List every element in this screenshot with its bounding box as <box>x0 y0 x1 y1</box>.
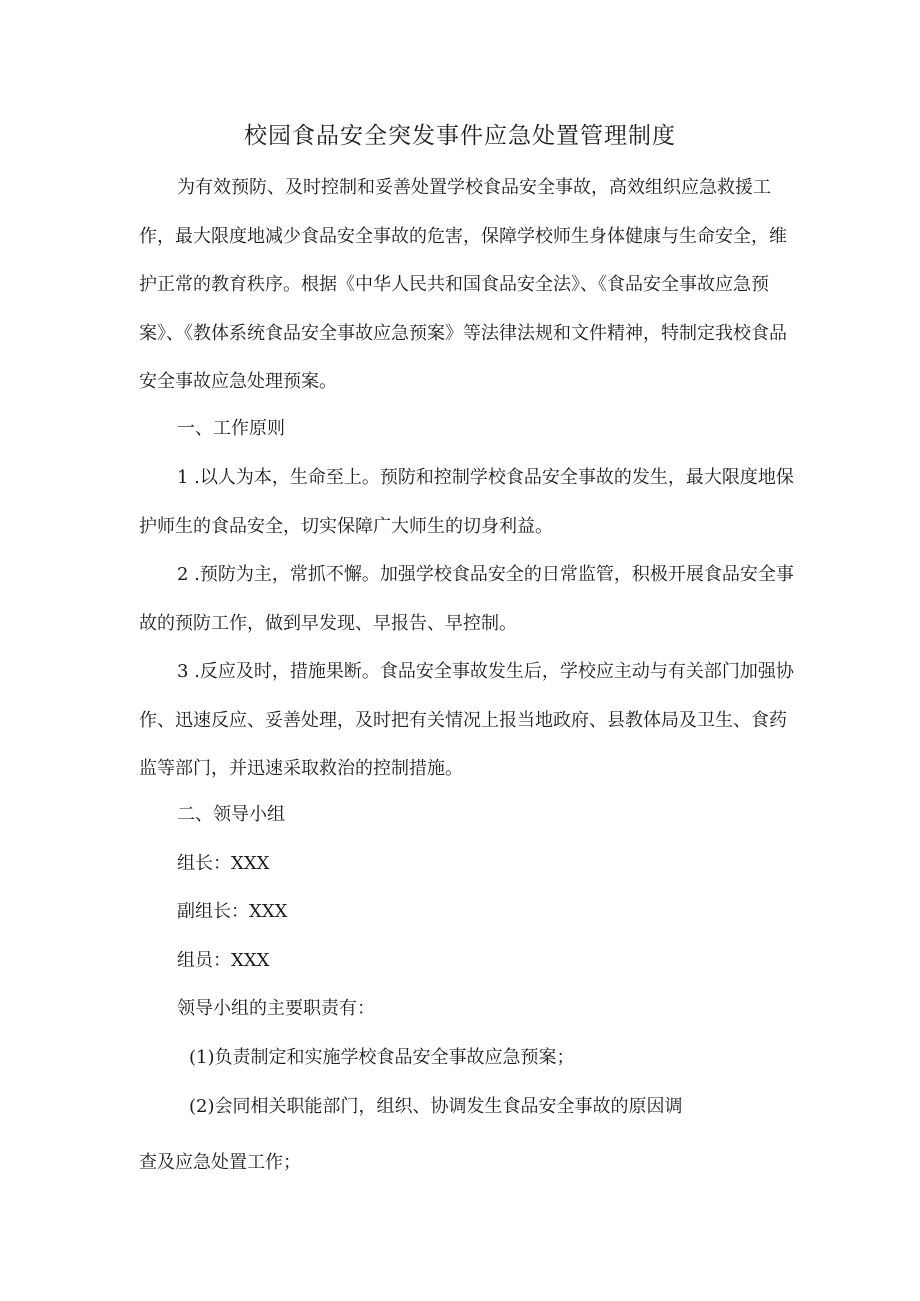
section-heading-principles: 一、工作原则 <box>177 418 285 439</box>
principle-1: 1 .以人为本，生命至上。预防和控制学校食品安全事故的发生，最大限度地保护师生的食品安全，切实保障广大师生的切身利益。 <box>139 467 794 537</box>
leader-line: 组长：XXX <box>177 853 270 874</box>
duty-2-line-2: 查及应急处置工作； <box>139 1152 301 1173</box>
deputy-leader-line: 副组长：XXX <box>177 901 288 922</box>
principle-3: 3 .反应及时，措施果断。食品安全事故发生后，学校应主动与有关部门加强协作、迅速反应、妥善处理，及时把有关情况上报当地政府、县教体局及卫生、食药监等部门，并迅速采取救治的控制措施。 <box>139 661 794 779</box>
intro-paragraph: 为有效预防、及时控制和妥善处置学校食品安全事故，高效组织应急救援工作，最大限度地减少食品安全事故的危害，保障学校师生身体健康与生命安全，维护正常的教育秩序。根据《中华人民共和国食品安全法》、《食品安全事故应急预案》、《教体系统食品安全事故应急预案》等法律法规和文件精神，特制定我校食品安全事故应急处理预案。 <box>139 177 787 392</box>
principle-2: 2 .预防为主，常抓不懈。加强学校食品安全的日常监管，积极开展食品安全事故的预防工作，做到早发现、早报告、早控制。 <box>139 564 794 634</box>
members-line: 组员：XXX <box>177 950 270 971</box>
duty-1: (1)负责制定和实施学校食品安全事故应急预案； <box>189 1047 575 1068</box>
duties-intro: 领导小组的主要职责有： <box>177 998 375 1019</box>
duty-2-line-1: (2)会同相关职能部门，组织、协调发生食品安全事故的原因调 <box>189 1096 683 1117</box>
page-title: 校园食品安全突发事件应急处置管理制度 <box>244 123 676 149</box>
section-heading-leadership: 二、领导小组 <box>177 804 285 825</box>
